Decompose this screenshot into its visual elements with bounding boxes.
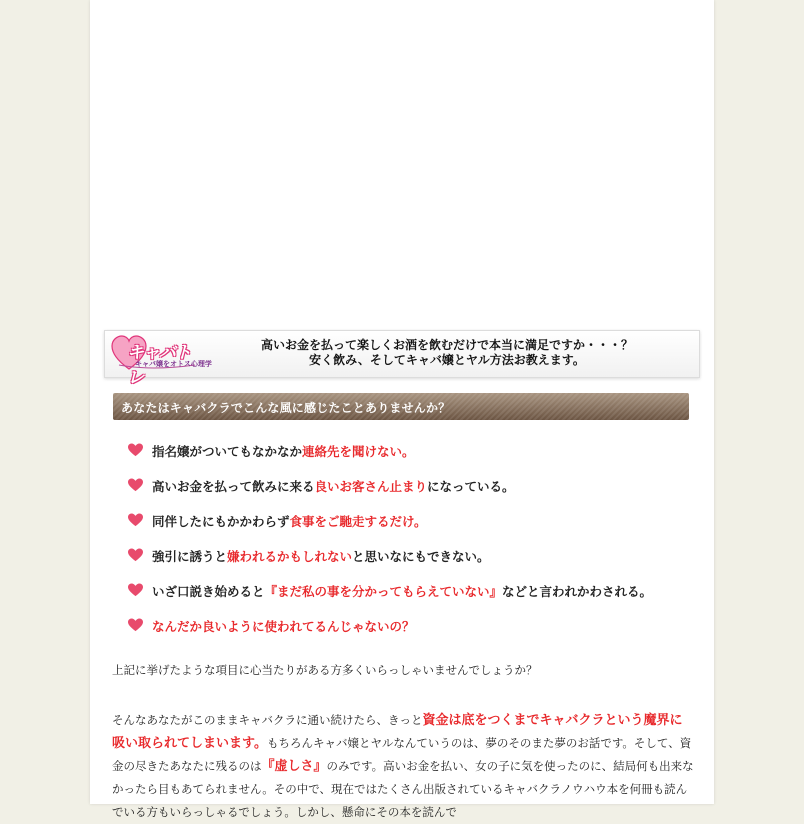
checklist <box>128 440 688 650</box>
list-item-text: 高いお金を払って飲みに来る良いお客さん止まりになっている。 <box>152 479 515 494</box>
section-title: あなたはキャバクラでこんな風に感じたことありませんか？ <box>121 401 451 415</box>
heart-icon <box>128 583 143 597</box>
banner-text <box>197 338 697 368</box>
list-item <box>128 475 688 510</box>
list-item-text: 同伴したにもかかわらず食事をご馳走するだけ。 <box>152 514 427 529</box>
heart-icon <box>128 443 143 457</box>
blank-ad-area <box>90 0 714 328</box>
list-item <box>128 440 688 475</box>
section-heading-bar <box>113 393 689 420</box>
list-item <box>128 580 688 615</box>
list-item-text: なんだか良いように使われてるんじゃないの？ <box>152 619 415 634</box>
intro-paragraph: 上記に挙げたような項目に心当たりがある方多くいらっしゃいませんでしょうか？ <box>112 663 538 677</box>
logo-sub-text: キャバ嬢をオトス心理学 <box>135 360 212 368</box>
list-item <box>128 510 688 545</box>
list-item <box>128 545 688 580</box>
body-paragraph: そんなあなたがこのままキャバクラに通い続けたら、きっと資金は底をつくまでキャバクラという魔界に吸い取られてしまいます。もちろんキャバ嬢とヤルなんていうのは、夢のそのまた夢のお話です。そして、資金の尽きたあなたに残るのは『虚しさ』のみです。高いお金を払い、女の子に気を使ったのに、結局何も出来なかったら目もあてられません。その中で、現在ではたくさん出版されているキャバクラノウハウ本を何冊も読んでいる方もいらっしゃるでしょう。しかし、懸命にその本を読んで <box>112 713 694 819</box>
list-item-text: 強引に誘うと嫌われるかもしれないと思いなにもできない。 <box>152 549 490 564</box>
highlight-text: 資金は底をつくまでキャバクラという魔界に吸い取られてしまいます。 <box>112 713 683 751</box>
list-item-text: いざ口説き始めると『まだ私の事を分かってもらえていない』などと言われかわされる。 <box>152 584 653 599</box>
banner-line-2: 安く飲み、そしてキャバ嬢とヤル方法お教えます。 <box>309 353 585 367</box>
highlight-text: 『虚しさ』 <box>261 759 327 774</box>
heart-icon <box>128 548 143 562</box>
banner-line-1: 高いお金を払って楽しくお酒を飲むだけで本当に満足ですか・・・？ <box>260 338 633 352</box>
content-column <box>90 0 714 819</box>
logo-main-text: キャバトレ <box>127 343 191 388</box>
list-item-text: 指名嬢がついてもなかなか連絡先を聞けない。 <box>152 444 415 459</box>
list-item <box>128 615 688 650</box>
heart-icon <box>128 513 143 527</box>
heart-icon <box>128 618 143 632</box>
header-banner <box>104 330 700 388</box>
heart-icon <box>128 478 143 492</box>
site-logo[interactable] <box>111 335 212 388</box>
